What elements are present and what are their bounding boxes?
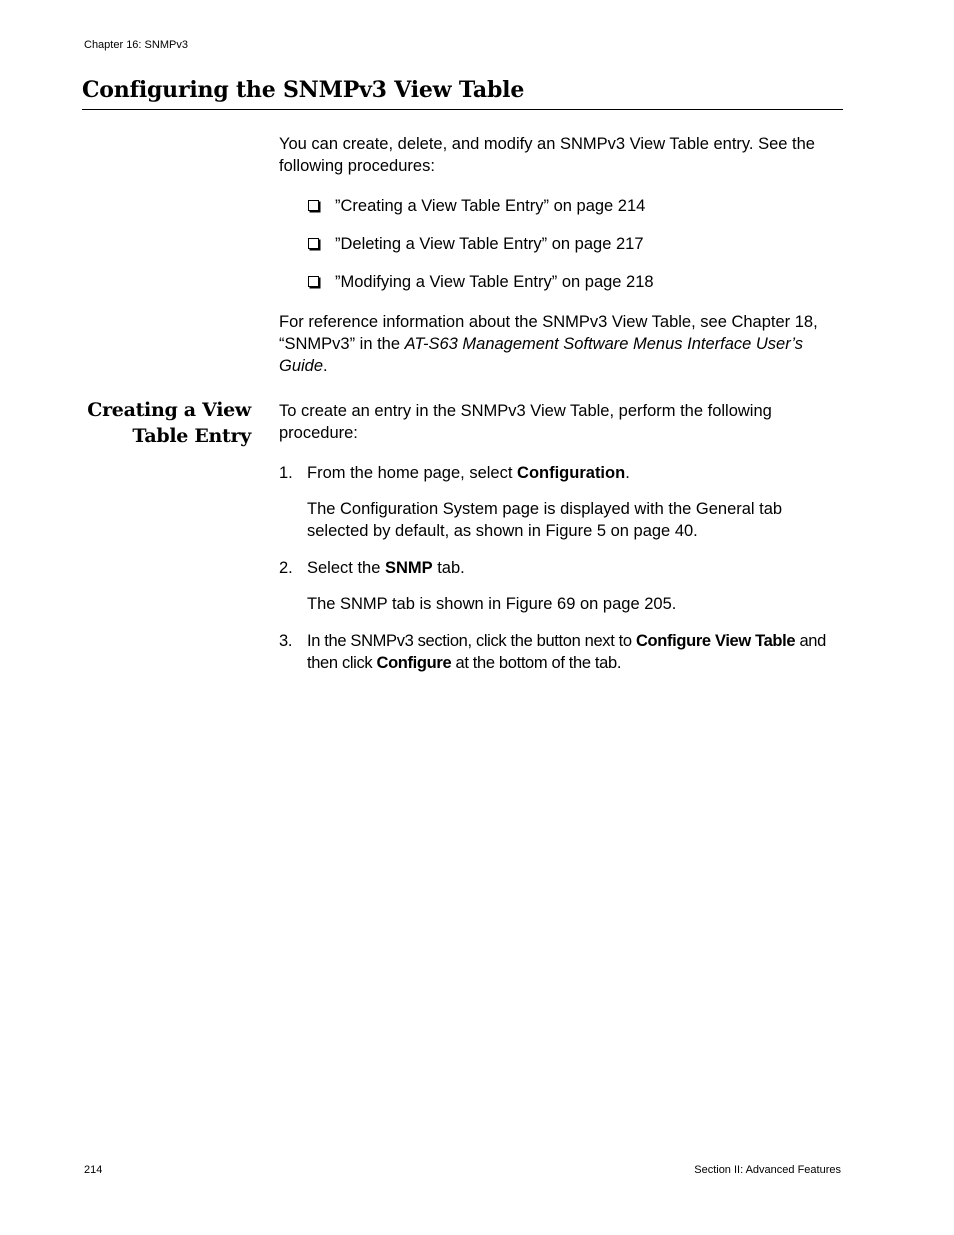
step-item bbox=[279, 462, 843, 542]
reference-prefix: For reference information about the SNMPv3 View Table, see Chapter 18, “SNMPv3” in the bbox=[279, 313, 818, 353]
intro-text: You can create, delete, and modify an SNMPv3 View Table entry. See the following procedures: bbox=[279, 135, 815, 175]
procedure-link-create[interactable] bbox=[307, 195, 654, 217]
step-number: 3. bbox=[279, 632, 293, 650]
step-text: From the home page, select bbox=[307, 464, 518, 482]
checkbox-bullet-icon bbox=[308, 238, 319, 249]
step-instruction bbox=[307, 462, 843, 484]
reference-book-title: AT-S63 Management Software Menus Interface User’s Guide bbox=[279, 335, 803, 375]
title-divider bbox=[82, 109, 843, 110]
procedure-steps bbox=[279, 462, 843, 674]
step-text: In the SNMPv3 section, click the button next to bbox=[307, 632, 636, 650]
procedure-list bbox=[307, 195, 654, 309]
step-item bbox=[279, 630, 843, 674]
step-text: at the bottom of the tab. bbox=[451, 654, 622, 672]
procedure-link-modify[interactable] bbox=[307, 271, 654, 293]
procedure-link-label: ”Creating a View Table Entry” on page 214 bbox=[335, 197, 646, 215]
step-text: and then click bbox=[307, 632, 826, 672]
step-item bbox=[279, 557, 843, 615]
procedure-link-label: ”Modifying a View Table Entry” on page 218 bbox=[335, 273, 654, 291]
reference-paragraph bbox=[279, 311, 843, 377]
checkbox-bullet-icon bbox=[308, 200, 319, 211]
step-note: The SNMP tab is shown in Figure 69 on page 205. bbox=[307, 595, 677, 613]
reference-suffix: . bbox=[323, 357, 328, 375]
procedure-intro-text: To create an entry in the SNMPv3 View Table, perform the following procedure: bbox=[279, 402, 772, 442]
checkbox-bullet-icon bbox=[308, 276, 319, 287]
step-instruction bbox=[307, 557, 843, 579]
step-ui-term: Configure View Table bbox=[635, 632, 796, 650]
step-ui-term: Configure bbox=[376, 654, 452, 672]
reference-text bbox=[279, 311, 843, 377]
page-number: 214 bbox=[84, 1164, 103, 1176]
step-text: Select the bbox=[307, 559, 385, 577]
procedure-link-label: ”Deleting a View Table Entry” on page 217 bbox=[335, 235, 644, 253]
step-instruction bbox=[307, 630, 843, 674]
procedure-link-delete[interactable] bbox=[307, 233, 654, 255]
step-ui-term: Configuration bbox=[517, 464, 626, 482]
step-number: 2. bbox=[279, 559, 293, 577]
step-ui-term: SNMP bbox=[384, 559, 433, 577]
chapter-section-title: Configuring the SNMPv3 View Table bbox=[82, 77, 525, 103]
intro-paragraph bbox=[279, 133, 843, 177]
procedure-intro-paragraph bbox=[279, 400, 843, 444]
running-header: Chapter 16: SNMPv3 bbox=[84, 39, 188, 51]
subsection-title: Creating a View Table Entry bbox=[87, 399, 251, 447]
step-text: tab. bbox=[432, 559, 465, 577]
step-number: 1. bbox=[279, 464, 293, 482]
footer-section-name: Section II: Advanced Features bbox=[694, 1164, 841, 1176]
step-text: . bbox=[625, 464, 630, 482]
step-note: The Configuration System page is displayed with the General tab selected by default, as shown in Figure 5 on page 40. bbox=[307, 500, 783, 540]
